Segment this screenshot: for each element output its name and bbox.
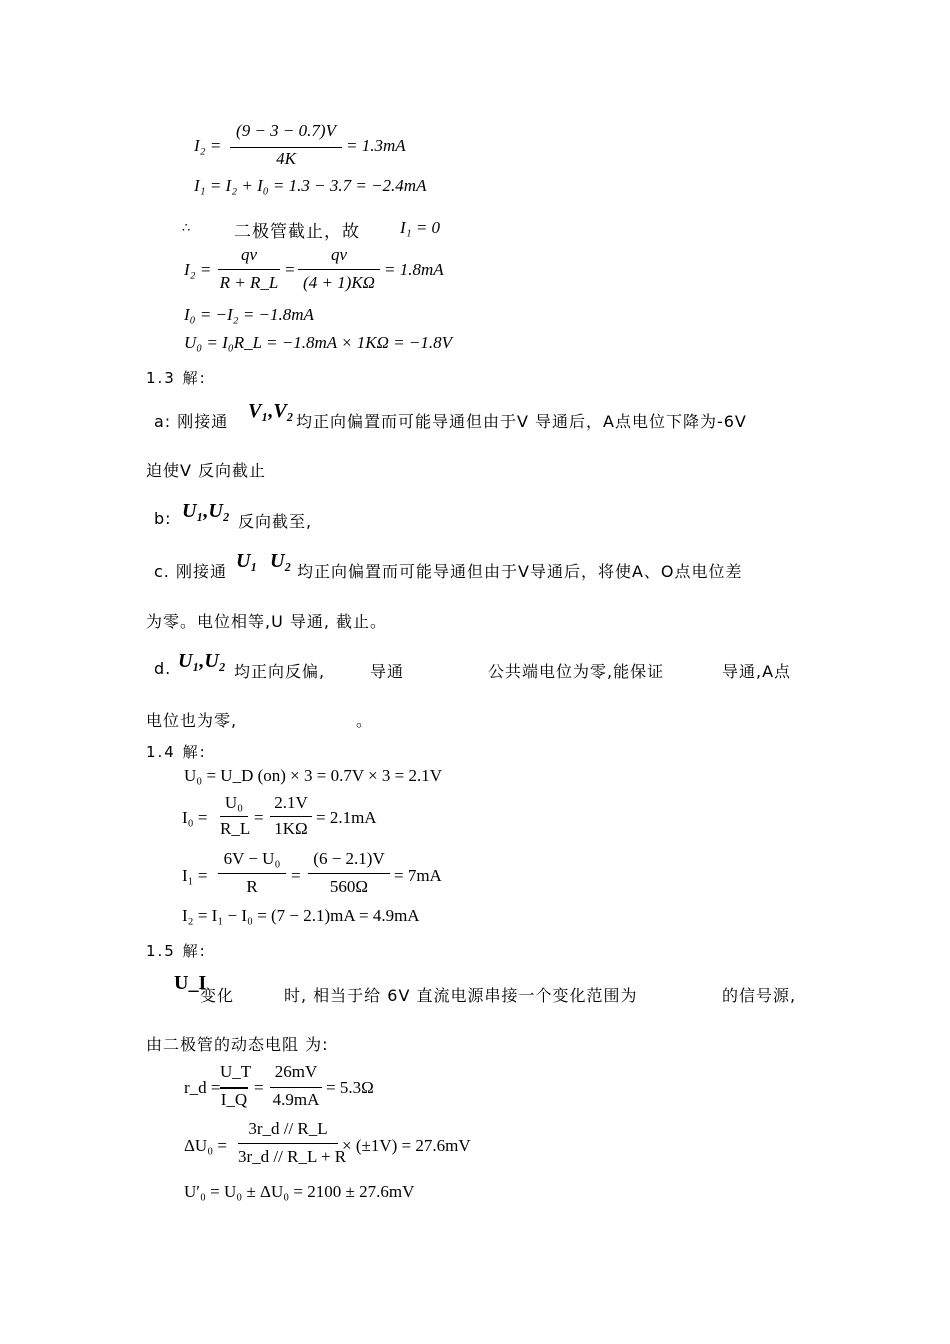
du-den: 3r_d // R_L + R	[238, 1147, 347, 1166]
item-b-prefix: b:	[154, 509, 172, 528]
ui-text-2: 时, 相当于给 6V 直流电源串接一个变化范围为	[284, 986, 638, 1005]
item-c-continuation: 为零。电位相等,U 导通, 截止。	[146, 612, 388, 631]
item-a-continuation: 迫使V 反向截止	[146, 461, 267, 480]
i0-den2: 1KΩ	[274, 819, 308, 838]
fraction-bar	[298, 269, 380, 270]
i1-den2: 560Ω	[329, 877, 369, 896]
i1-num1: 6V − U₀	[223, 849, 281, 868]
i0-equation: I₀ = −I₂ = −1.8mA	[184, 305, 314, 324]
item-d-prefix: d.	[154, 659, 172, 678]
rd-num1: U_T	[220, 1062, 252, 1081]
u0-sum-equation: U₀ = U_D (on) × 3 = 0.7V × 3 = 2.1V	[184, 766, 443, 785]
item-d-text-2: 导通	[370, 662, 405, 681]
fraction-bar	[218, 873, 286, 874]
section-1-3-heading: 1.3 解:	[146, 369, 207, 387]
i0-eq: =	[254, 808, 264, 827]
rd-eq: =	[254, 1078, 264, 1097]
i2-difference-equation: I₂ = I₁ − I₀ = (7 − 2.1)mA = 4.9mA	[182, 906, 420, 925]
i1-equation: I₁ = I₂ + I₀ = 1.3 − 3.7 = −2.4mA	[194, 176, 427, 195]
fraction-bar	[270, 816, 312, 817]
i0-result: = 2.1mA	[316, 808, 377, 827]
item-d-vars: U₁,U₂	[178, 650, 226, 672]
u-prime-equation: U′₀ = U₀ ± ΔU₀ = 2100 ± 27.6mV	[184, 1182, 415, 1201]
section-1-4-heading: 1.4 解:	[146, 743, 207, 761]
i2b-num1: qv	[240, 245, 258, 264]
i2-result: = 1.3mA	[346, 136, 406, 155]
fraction-bar	[308, 873, 390, 874]
item-b-text: 反向截至,	[238, 512, 313, 531]
fraction-bar	[220, 816, 248, 817]
u0-equation: U₀ = I₀R_L = −1.8mA × 1KΩ = −1.8V	[184, 333, 452, 352]
item-a-prefix: a: 刚接通	[154, 412, 229, 431]
section-1-5-heading: 1.5 解:	[146, 942, 207, 960]
rd-den1: I_Q	[220, 1090, 248, 1109]
i2b-eq: =	[284, 260, 296, 279]
therefore-symbol: ∴	[182, 220, 191, 235]
item-c-var1: U₁	[236, 550, 258, 572]
diode-cutoff-text: 二极管截止，故	[234, 222, 360, 242]
item-d-continuation: 电位也为零,	[146, 711, 238, 730]
ui-text-1: 变化	[200, 986, 235, 1005]
dynamic-resistance-text: 由二极管的动态电阻 为:	[146, 1035, 329, 1054]
i2-lhs: I₂ =	[194, 136, 222, 155]
i1-num2: (6 − 2.1)V	[313, 849, 385, 868]
item-d-text-1: 均正向反偏,	[234, 662, 326, 681]
i2-numerator: (9 − 3 − 0.7)V	[236, 121, 336, 140]
item-d-text-3: 公共端电位为零,能保证	[488, 662, 665, 681]
item-c-text: 均正向偏置而可能导通但由于V导通后，将使A、O点电位差	[297, 562, 743, 581]
fraction-bar	[218, 269, 280, 270]
ui-text-3: 的信号源,	[722, 986, 797, 1005]
fraction-bar	[270, 1087, 322, 1088]
item-c-prefix: c. 刚接通	[154, 562, 227, 581]
ui-var: U_I	[174, 972, 207, 994]
fraction-bar	[238, 1143, 338, 1144]
rd-result: = 5.3Ω	[326, 1078, 374, 1097]
i0-den1: R_L	[220, 819, 251, 838]
i2b-result: = 1.8mA	[384, 260, 444, 279]
i1-result: = 7mA	[394, 866, 442, 885]
item-a-text: 均正向偏置而可能导通但由于V 导通后，A点电位下降为-6V	[296, 412, 747, 431]
rd-den2: 4.9mA	[272, 1090, 320, 1109]
i2-denominator: 4K	[276, 149, 296, 168]
i2b-lhs: I₂ =	[184, 260, 212, 279]
du-lhs: ΔU₀ =	[184, 1136, 227, 1155]
du-result: × (±1V) = 27.6mV	[342, 1136, 471, 1155]
i2b-den1: R + R_L	[219, 273, 279, 292]
i1-den1: R	[246, 877, 258, 896]
i0-lhs: I₀ =	[182, 808, 208, 827]
item-d-end: 。	[356, 711, 374, 730]
i1-eq: =	[291, 866, 301, 885]
du-num: 3r_d // R_L	[248, 1119, 328, 1138]
i1-lhs: I₁ =	[182, 866, 208, 885]
i0-num2: 2.1V	[274, 793, 308, 812]
item-b-vars: U₁,U₂	[182, 500, 230, 522]
item-d-text-4: 导通,A点	[722, 662, 792, 681]
item-c-var2: U₂	[270, 550, 292, 572]
rd-num2: 26mV	[274, 1062, 318, 1081]
i0-num1: U₀	[224, 793, 244, 812]
rd-lhs: r_d =	[184, 1078, 221, 1097]
i2b-num2: qv	[330, 245, 348, 264]
i1-zero: I₁ = 0	[400, 218, 441, 237]
item-a-vars: V₁,V₂	[248, 400, 294, 422]
i2b-den2: (4 + 1)KΩ	[303, 273, 375, 292]
fraction-bar	[230, 147, 342, 148]
fraction-bar	[220, 1087, 248, 1089]
